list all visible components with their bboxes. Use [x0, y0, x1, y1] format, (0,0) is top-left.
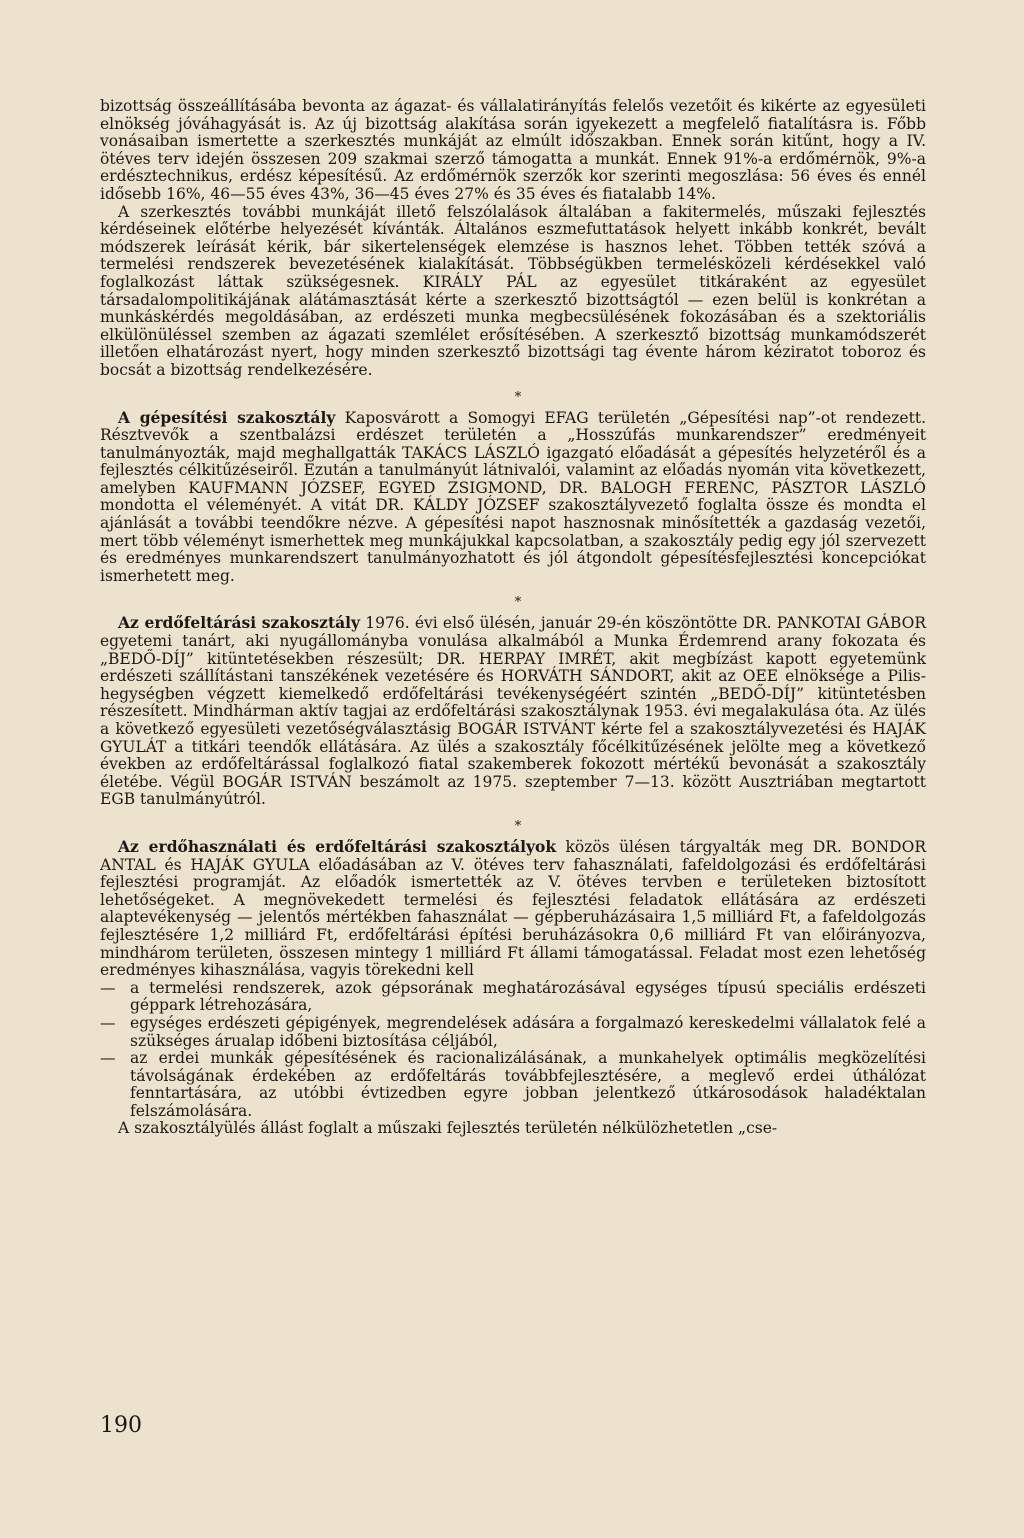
list-item-text: egységes erdészeti gépigények, megrendelések adására a forgalmazó kereskedelmi vállalatok felé a szükséges árualap időbeni biztosítása céljából, [130, 1013, 926, 1050]
section-lead-joint: Az erdőhasználati és erdőfeltárási szakosztályok [118, 836, 557, 856]
section-separator-star: * [514, 818, 522, 834]
list-item [100, 1015, 926, 1050]
list-item [100, 1050, 926, 1120]
list-item-text: a termelési rendszerek, azok gépsorának meghatározásával egységes típusú speciális erdészeti géppark létrehozására, [130, 978, 926, 1015]
dash-marker: — [100, 978, 116, 997]
paragraph-joint-sections [100, 838, 926, 980]
paragraph-forest-access-section [100, 614, 926, 809]
section-body-joint: közös ülésen tárgyalták meg DR. BONDOR ANTAL és HAJÁK GYULA előadásában az V. ötéves terv fahasználati, fafeldolgozási és erdőfeltárási fejlesztési programját. Az előadók ismertették az V. ötéves tervben e területeken biztosított lehetőségeket. A megnövekedett termelési és fejlesztési feladatok ellátására az erdészeti alaptevékenység — jelentős mértékben fahasználat — gépberuházásaira 1,5 milliárd Ft, a fafeldolgozás fejlesztésére 1,2 milliárd Ft, erdőfeltárási építési beruházásokra 0,6 milliárd Ft van előirányozva, mindhárom területen, összesen mintegy 1 milliárd Ft állami támogatással. Feladat most ezen lehetőség eredményes kihasználása, vagyis törekedni kell [100, 837, 926, 980]
section-lead-mechanization: A gépesítési szakosztály [118, 407, 336, 427]
section-body-mechanization: Kaposvárott a Somogyi EFAG területén „Gépesítési nap”-ot rendezett. Résztvevők a szentbalázsi erdészet területén a „Hosszúfás munkarendszer” eredményeit tanulmányozták, majd meghallgatták TAKÁCS LÁSZLÓ igazgató előadását a gépesítés helyzetéről és a fejlesztés célkitűzéseiről. Ezután a tanulmányút látnivalói, valamint az előadás nyomán vita következett, amelyben KAUFMANN JÓZSEF, EGYED ZSIGMOND, DR. BALOGH FERENC, PÁSZTOR LÁSZLÓ mondotta el véleményét. A vitát DR. KÁLDY JÓZSEF szakosztályvezető foglalta össze és mondta el ajánlását a további teendőkre nézve. A gépesítési napot hasznosnak minősítették a gazdaság vezetői, mert több véleményt ismerhettek meg munkájukkal kapcsolatban, a szakosztály pedig egy jól szervezett és eredményes munkarendszert tanulmányozhatott és jól átgondolt gépesítésfejlesztési koncepciókat ismerhetett meg. [100, 408, 926, 585]
list-item [100, 980, 926, 1015]
paragraph-editorial-board-continued: bizottság összeállításába bevonta az ágazat- és vállalatirányítás felelős vezetőit és kikérte az egyesületi elnökség jóváhagyását is. Az új bizottság alakítása során igyekezett a megfelelő fiatalításra is. Főbb vonásaiban ismertette a szerkesztés munkáját az elmúlt időszakban. Ennek során kitűnt, hogy a IV. ötéves terv idején összesen 209 szakmai szerző támogatta a munkát. Ennek 91%-a erdőmérnök, 9%-a erdésztechnikus, erdész képesítésű. Az erdőmérnök szerzők kor szerinti megoszlása: 56 éves és ennél idősebb 16%, 46—55 éves 43%, 36—45 éves 27% és 35 éves és fiatalabb 14%. [100, 97, 926, 203]
paragraph-editorial-feedback: A szerkesztés további munkáját illető felszólalások általában a fakitermelés, műszaki fejlesztés kérdéseinek előtérbe helyezését kívánták. Általános eszmefuttatások helyett inkább konkrét, bevált módszerek leírását kérik, bár sikertelenségek elemzése is hasznos lehet. Többen tették szóvá a termelési rendszerek bevezetésének kialakítását. Többségükben termelésközeli kérdésekkel való foglalkozást láttak szükségesnek. KIRÁLY PÁL az egyesület titkáraként az egyesület társadalompolitikájának alátámasztását kérte a szerkesztő bizottságtól — ezen belül is konkrétan a munkáskérdés megoldásában, az erdészeti munka megbecsülésének fokozásában és a szektoriális elkülönüléssel szemben az ágazati szemlélet erősítésében. A szerkesztő bizottság munkamódszerét illetően elhatározást nyert, hogy minden szerkesztő bizottsági tag évente három kéziratot toboroz és bocsát a bizottság rendelkezésére. [100, 202, 926, 379]
article-body [100, 98, 926, 1138]
section-separator-star: * [514, 389, 522, 405]
page-number: 190 [100, 1413, 142, 1438]
dash-marker: — [100, 1049, 116, 1068]
section-separator-star: * [514, 595, 522, 611]
section-body-forest-access: 1976. évi első ülésén, január 29-én köszöntötte DR. PANKOTAI GÁBOR egyetemi tanárt, aki nyugállományba vonulása alkalmából a Munka Érdemrend arany fokozata és „BEDŐ-DÍJ” kitüntetésekben részesült; DR. HERPAY IMRÉT, akit megbízást kapott egyetemünk erdészeti szállítástani tanszékének vezetésére és HORVÁTH SÁNDORT, akit az OEE elnöksége a Pilis-hegységben végzett kiemelkedő erdőfeltárási tevékenységéért szintén „BEDŐ-DÍJ” kitüntetésben részesített. Mindhárman aktív tagjai az erdőfeltárási szakosztálynak 1953. évi megalakulása óta. Az ülés a következő egyesületi vezetőségválasztásig BOGÁR ISTVÁNT kérte fel a szakosztályvezetési és HAJÁK GYULÁT a titkári teendők ellátására. Az ülés a szakosztály főcélkitűzésének jelölte meg a következő években az erdőfeltárással foglalkozó fiatal szakemberek fokozott mértékű bevonását a szakosztály életébe. Végül BOGÁR ISTVÁN beszámolt az 1975. szeptember 7—13. között Ausztriában megtartott EGB tanulmányútról. [100, 614, 927, 809]
section-lead-forest-access: Az erdőfeltárási szakosztály [118, 613, 361, 633]
paragraph-mechanization-section [100, 409, 926, 586]
paragraph-final: A szakosztályülés állást foglalt a műszaki fejlesztés területén nélkülözhetetlen „cse- [118, 1119, 778, 1138]
dash-marker: — [100, 1013, 116, 1032]
list-item-text: az erdei munkák gépesítésének és racionalizálásának, a munkahelyek optimális megközelítési távolságának érdekében az erdőfeltárás továbbfejlesztésére, a meglevő erdei úthálózat fenntartására, az utóbbi évtizedben egyre jobban jelentkező útkárosodások haladéktalan felszámolására. [130, 1049, 926, 1120]
